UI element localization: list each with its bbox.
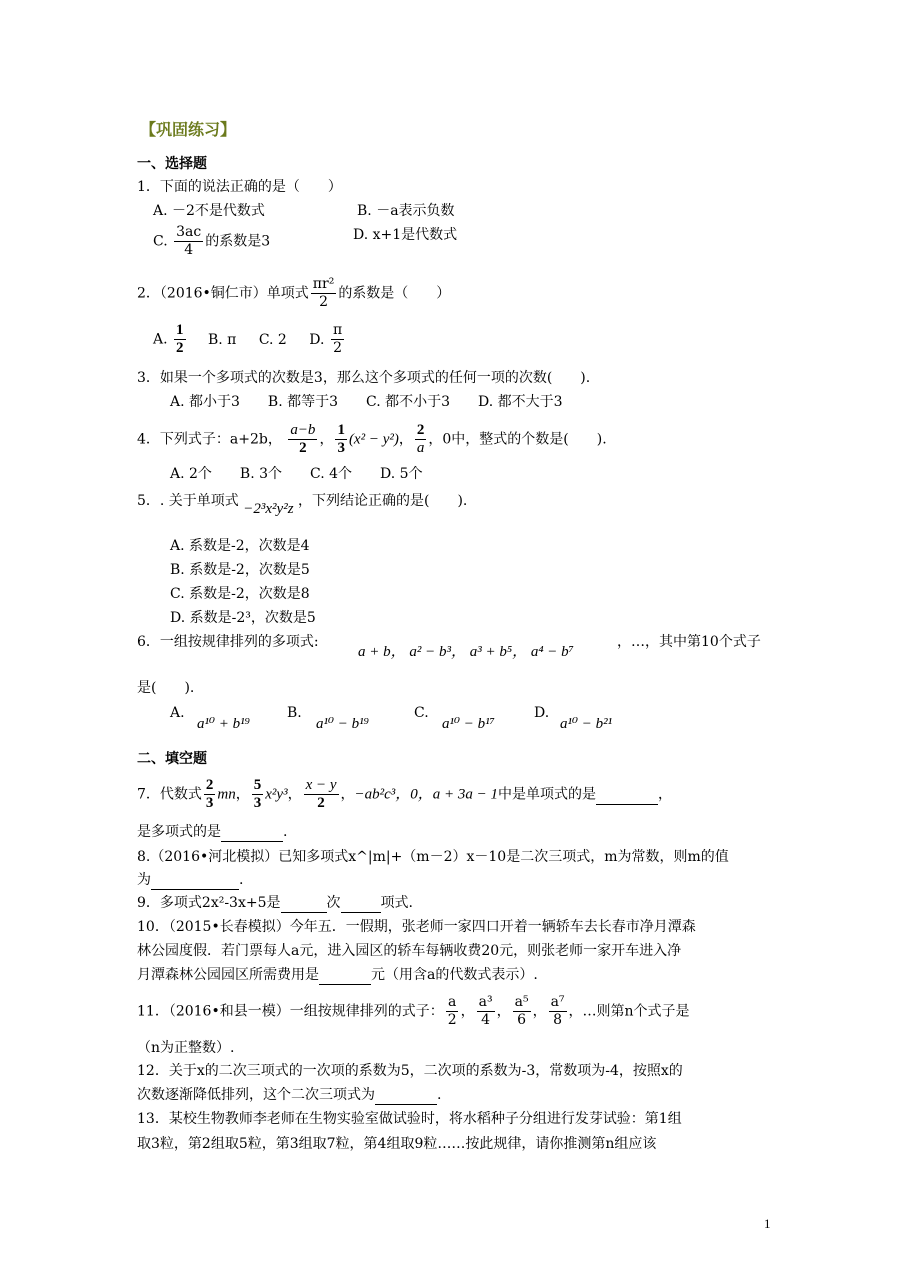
q2-option-a-fraction (174, 322, 186, 357)
q5-stem-pre: 5．. 关于单项式 (137, 493, 239, 509)
fraction-numerator: a (447, 994, 457, 1010)
q6-stem (137, 633, 319, 651)
q5-option-c: C. 系数是-2，次数是8 (170, 586, 310, 602)
q8-line2: 为 . (137, 872, 244, 888)
q7-expression-3: −ab²c³，0， (354, 786, 433, 803)
fraction-denominator: 2 (176, 340, 184, 356)
q2-option-a-label: A. (153, 331, 168, 348)
q2-option-d-label: D. (309, 331, 325, 348)
q2-option-c: C. 2 (258, 331, 287, 348)
q13-line1: 13．某校生物教师李老师在生物实验室做试验时，将水稻种子分组进行发芽试验：第1组 (137, 1111, 682, 1127)
q7-fraction-1 (204, 777, 216, 812)
q10-line3-pre: 月潭森林公园园区所需费用是 (137, 967, 319, 983)
q6-stem-pre: 6．一组按规律排列的多项式: (137, 634, 319, 650)
q10-line3 (137, 966, 538, 985)
q3-options: A. 都小于3 B. 都等于3 C. 都不小于3 D. 都不大于3 (170, 394, 563, 410)
q7-fraction-3 (304, 777, 339, 812)
fraction-numerator: a−b (290, 422, 316, 438)
q9-mid: 次 (326, 895, 341, 911)
q2-option-d-fraction (331, 322, 344, 357)
q1-option-c-text: 的系数是3 (205, 233, 271, 250)
q5-option-a: A. 系数是-2，次数是4 (170, 538, 310, 554)
q2-stem-post: 的系数是（ ） (338, 285, 451, 302)
fraction-denominator: 2 (319, 294, 329, 310)
q2-option-b: B. π (207, 331, 237, 348)
q7-fraction-2 (252, 777, 264, 812)
q9-line (137, 894, 413, 913)
q7-expression-2: x²y³ (265, 786, 288, 803)
q10-line2: 林公园度假．若门票每人a元，进入园区的轿车每辆收费20元，则张老师一家开车进入净 (137, 943, 682, 959)
q9-pre: 9．多项式2x²-3x+5是 (137, 895, 281, 911)
q6-expression: a + b， a² − b³， a³ + b⁵， a⁴ − b⁷ (358, 644, 574, 660)
q1-option-a: A. －2不是代数式 (153, 203, 265, 219)
q7-line2: 是多项式的是 . (137, 824, 288, 840)
q8-line1: 8.（2016•河北模拟）已知多项式x^|m|+（m－2）x－10是二次三项式，m为常数，则m的值 (137, 849, 729, 865)
q7-line2-text: 是多项式的是 (137, 824, 221, 840)
answer-blank (319, 966, 371, 985)
q6-option-b-expression: a¹⁰ − b¹⁹ (316, 716, 369, 732)
fraction-denominator: 3 (337, 440, 345, 456)
answer-blank (341, 894, 381, 913)
q8-line2-text: 为 (137, 872, 151, 888)
fraction-numerator: x − y (305, 777, 337, 793)
answer-blank (375, 1086, 437, 1105)
q11-line2: （n为正整数）. (137, 1040, 235, 1056)
q1-option-b: B. －a表示负数 (357, 203, 455, 219)
q1-option-c-fraction (174, 224, 203, 259)
q4-stem-post: ，0中，整式的个数是( ). (428, 431, 607, 448)
q3-stem: 3．如果一个多项式的次数是3，那么这个多项式的任何一项的次数( ). (137, 370, 591, 386)
q5-stem (137, 492, 468, 517)
q11-fraction-1 (446, 994, 459, 1029)
answer-blank (281, 894, 327, 913)
q4-stem-pre: 4．下列式子：a+2b， (137, 431, 282, 448)
q5-stem-post: ，下列结论正确的是( ). (298, 493, 468, 509)
q6-stem-line2: 是( ). (137, 680, 195, 696)
fraction-denominator: 3 (253, 795, 262, 811)
q5-option-b: B. 系数是-2，次数是5 (170, 562, 310, 578)
q1-option-c-label: C. (153, 233, 168, 250)
q4-fraction-2 (335, 422, 347, 457)
q10-line3-post: 元（用含a的代数式表示）. (371, 967, 538, 983)
q6-option-a-expression: a¹⁰ + b¹⁹ (197, 716, 250, 732)
q6-option-c-expression: a¹⁰ − b¹⁷ (442, 716, 495, 732)
q2-fraction (311, 276, 337, 311)
q6-option-b-label: B. (287, 705, 302, 721)
fraction-numerator: 2 (205, 777, 214, 793)
q6-stem-post: ，…，其中第10个式子 (617, 634, 761, 650)
q11-fraction-3 (513, 994, 531, 1029)
q1-stem: 1．下面的说法正确的是（ ） (137, 179, 342, 195)
q5-expression: −2³x²y²z (243, 501, 294, 517)
q4-fraction-3 (415, 422, 427, 457)
q12-line2-text: 次数逐渐降低排列，这个二次三项式为 (137, 1087, 375, 1103)
fraction-numerator: 1 (176, 322, 184, 338)
q11-fraction-2 (477, 994, 495, 1029)
fraction-denominator: 2 (333, 340, 342, 356)
fraction-numerator: 5 (253, 777, 262, 793)
part1-heading: 一、选择题 (137, 156, 207, 172)
q7-stem: 7．代数式 $\frac{2}{3}$ mn， $\frac{5}{3}$ x²y³， $\frac{x - y}{2}$ ，−ab²c³，0，a + 3a − 1中是单项式的是 ， (137, 777, 673, 811)
q4-expression: (x² − y²) (348, 431, 399, 448)
fraction-numerator: πr² (312, 276, 335, 292)
fraction-numerator: a⁵ (514, 994, 529, 1010)
q7-expression-4: a + 3a − 1 (432, 786, 499, 803)
q11-stem-post: ，…则第n个式子是 (568, 1003, 690, 1020)
fraction-denominator: 2 (317, 795, 325, 811)
fraction-denominator: 8 (553, 1012, 562, 1028)
fraction-numerator: 1 (337, 422, 345, 438)
fraction-denominator: 2 (299, 440, 307, 456)
fraction-numerator: π (332, 322, 343, 338)
q6-option-a-label: A. (170, 705, 185, 721)
fraction-denominator: 6 (517, 1012, 527, 1028)
q7-stem-pre: 7．代数式 (137, 786, 202, 803)
answer-blank (221, 823, 283, 842)
q2-stem-pre: 2．（2016•铜仁市）单项式 (137, 285, 309, 302)
q4-stem: 4．下列式子：a+2b， $\frac{a-b}{2}$ ， $\frac{1}{3}$ (x² − y²)， $\frac{2}{a}$ ，0中，整式的个数是( ). (137, 422, 607, 456)
q2-options (153, 322, 346, 357)
q2-stem (137, 276, 450, 311)
q11-stem-pre: 11．（2016•和县一模）一组按规律排列的式子： (137, 1003, 444, 1020)
answer-blank (151, 871, 239, 890)
answer-blank (596, 786, 658, 805)
q11-fraction-4 (549, 994, 567, 1029)
q13-line2: 取3粒，第2组取5粒，第3组取7粒，第4组取9粒……按此规律，请你推测第n组应该 (137, 1136, 657, 1152)
fraction-denominator: 2 (447, 1012, 457, 1028)
fraction-denominator: a (416, 440, 425, 456)
q12-line2: 次数逐渐降低排列，这个二次三项式为 . (137, 1087, 442, 1103)
q9-post: 项式. (380, 895, 413, 911)
q6-option-c-label: C. (414, 705, 429, 721)
fraction-numerator: a⁷ (550, 994, 565, 1010)
q10-line1: 10．（2015•长春模拟）今年五．一假期，张老师一家四口开着一辆轿车去长春市净月潭森 (137, 919, 696, 935)
fraction-numerator: a³ (478, 994, 493, 1010)
page-number: 1 (764, 1216, 771, 1231)
part2-heading: 二、填空题 (137, 751, 207, 767)
fraction-numerator: 3ac (176, 224, 202, 240)
q4-options: A. 2个 B. 3个 C. 4个 D. 5个 (170, 466, 423, 482)
q1-option-c (153, 224, 270, 259)
q11-stem: 11．（2016•和县一模）一组按规律排列的式子： $\frac{a}{2}$ ， $\frac{\text{a³}}{4}$ ， $\frac{\text{a⁵}}{6}$ ， $\frac{\text{a⁷}}{8}$ ，…则第n个式子是 (137, 994, 690, 1028)
fraction-denominator: 4 (481, 1012, 491, 1028)
q12-line1: 12．关于x的二次三项式的一次项的系数为5，二次项的系数为-3，常数项为-4，按照x的 (137, 1063, 683, 1079)
fraction-denominator: 4 (184, 242, 194, 258)
q4-fraction-1 (288, 422, 317, 457)
q6-option-d-label: D. (534, 705, 550, 721)
q1-option-d: D. x+1是代数式 (353, 227, 458, 243)
section-title: 【巩固练习】 (140, 120, 237, 139)
q7-expression-1: mn (217, 786, 236, 803)
fraction-denominator: 3 (205, 795, 214, 811)
q5-option-d: D. 系数是-2³，次数是5 (170, 610, 316, 626)
fraction-numerator: 2 (416, 422, 425, 438)
q7-stem-post: 中是单项式的是 (498, 786, 597, 803)
q6-option-d-expression: a¹⁰ − b²¹ (560, 716, 613, 732)
